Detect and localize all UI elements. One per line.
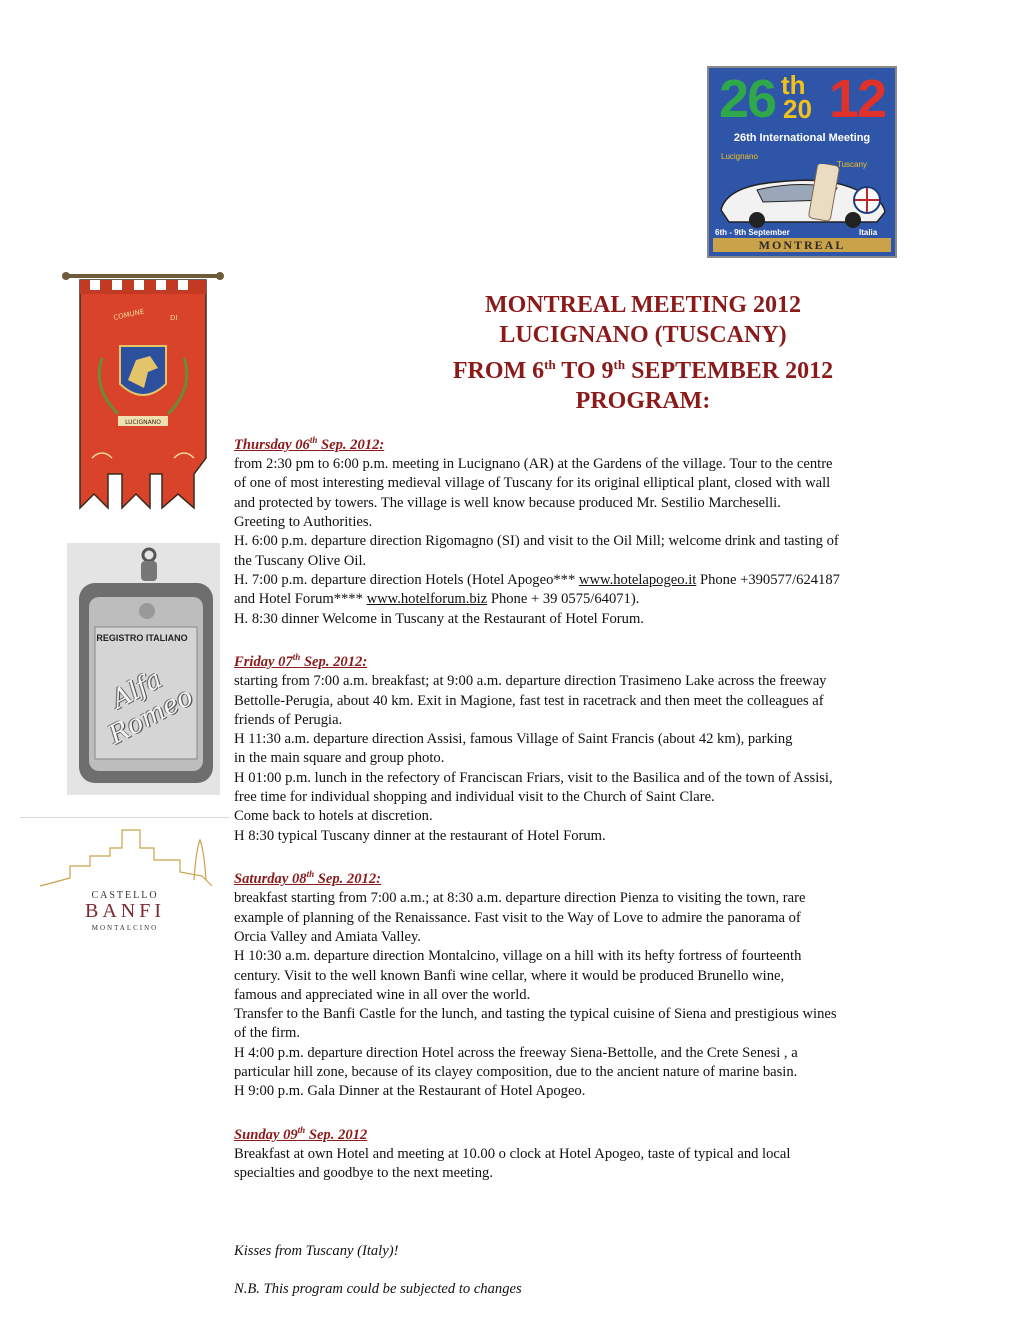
day-heading-friday: Friday 07th Sep. 2012: (234, 652, 368, 670)
program-line: H 11:30 a.m. departure direction Assisi, famous Village of Saint Francis (about 42 km), parking (234, 731, 793, 748)
program-line: of the firm. (234, 1025, 301, 1042)
program-line: in the main square and group photo. (234, 750, 445, 767)
logo-number-26: 26 (719, 69, 776, 129)
title-line-1: MONTREAL MEETING 2012 (484, 292, 802, 318)
hotel-forum-link[interactable]: www.hotelforum.biz (366, 591, 488, 608)
program-line: starting from 7:00 a.m. breakfast; at 9:00 a.m. departure direction Trasimeno Lake across the freeway (234, 673, 827, 690)
program-line: H. 6:00 p.m. departure direction Rigomagno (SI) and visit to the Oil Mill; welcome drink and tasting of (234, 533, 839, 550)
banner-name-text: LUCIGNANO (125, 419, 161, 426)
program-line: friends of Perugia. (234, 711, 343, 728)
program-line: century. Visit to the well known Banfi wine cellar, where it would be produced Brunello wine, (234, 967, 785, 984)
banfi-castello-text: CASTELLO (91, 890, 159, 901)
program-line: H 8:30 typical Tuscany dinner at the restaurant of Hotel Forum. (234, 827, 606, 844)
pendant-script-text: Alfa Romeo (103, 664, 199, 751)
castle-outline-icon (30, 820, 220, 890)
program-line: example of planning of the Renaissance. Fast visit to the Way of Love to admire the panorama of (234, 909, 801, 926)
program-title (330, 290, 956, 416)
program-line: specialties and goodbye to the next meeting. (234, 1165, 493, 1182)
pendant-registro-text: REGISTRO ITALIANO (96, 633, 188, 643)
day-heading-saturday: Saturday 08th Sep. 2012: (234, 869, 381, 888)
day-heading-sunday: Sunday 09th Sep. 2012 (234, 1124, 368, 1143)
program-line: H 01:00 p.m. lunch in the refectory of Franciscan Friars, visit to the Basilica and of the town of Assisi, (234, 769, 833, 786)
program-line: Breakfast at own Hotel and meeting at 10.00 o clock at Hotel Apogeo, taste of typical and local (234, 1146, 791, 1163)
program-line: H 9:00 p.m. Gala Dinner at the Restaurant of Hotel Apogeo. (234, 1083, 586, 1100)
logo-place: Lucignano (721, 152, 758, 161)
hotel-apogeo-link[interactable]: www.hotelapogeo.it (578, 571, 697, 588)
banfi-montalcino-text: MONTALCINO (91, 924, 159, 932)
program-body (234, 431, 954, 1300)
closing-note: N.B. This program could be subjected to changes (234, 1281, 522, 1298)
banner-comune-text: COMUNE (112, 307, 145, 322)
title-line-2: LUCIGNANO (TUSCANY) (499, 322, 787, 348)
program-line: the Tuscany Olive Oil. (234, 552, 367, 569)
title-line-3: FROM 6th TO 9th SEPTEMBER 2012 (452, 357, 834, 384)
car-and-tower-illustration (717, 164, 889, 230)
registro-pendant-image (67, 543, 220, 795)
program-line: famous and appreciated wine in all over the world. (234, 986, 531, 1003)
program-line: H. 8:30 dinner Welcome in Tuscany at the Restaurant of Hotel Forum. (234, 610, 644, 627)
program-line: Come back to hotels at discretion. (234, 808, 433, 825)
program-line: H 4:00 p.m. departure direction Hotel across the freeway Siena-Bettolle, and the Crete Senesi , a (234, 1044, 798, 1061)
logo-dates: 6th - 9th September (715, 228, 790, 237)
banfi-divider (20, 817, 230, 818)
program-line: particular hill zone, because of its clayey composition, due to the ancient nature of marine basin. (234, 1064, 798, 1081)
logo-country: Italia (859, 228, 878, 237)
banfi-name-text: BANFI (84, 900, 165, 922)
program-line: Bettolle-Perugia, about 40 km. Exit in Magione, fast test in racetrack and then meet the colleagues af (234, 692, 824, 709)
day-heading-thursday: Thursday 06th Sep. 2012: (234, 435, 385, 453)
program-line: from 2:30 pm to 6:00 p.m. meeting in Lucignano (AR) at the Gardens of the village. Tour to the centre (234, 456, 833, 473)
logo-th: th (781, 70, 806, 100)
comune-banner-image (62, 268, 224, 518)
program-line: Orcia Valley and Amiata Valley. (234, 929, 421, 945)
program-line: H 10:30 a.m. departure direction Montalcino, village on a hill with its hefty fortress of fourteenth (234, 948, 802, 965)
banner-di-text: DI (170, 314, 178, 322)
castello-banfi-logo (20, 812, 230, 947)
closing-kisses: Kisses from Tuscany (Italy)! (234, 1242, 399, 1259)
meeting-logo (707, 66, 897, 258)
hotel-line-1: H. 7:00 p.m. departure direction Hotels (Hotel Apogeo*** www.hotelapogeo.it Phone +390577/624187 (234, 571, 840, 588)
program-line: breakfast starting from 7:00 a.m.; at 8:30 a.m. departure direction Pienza to visiting the town, rare (234, 890, 806, 907)
program-line: Greeting to Authorities. (234, 514, 373, 531)
logo-montreal-banner: MONTREAL (713, 238, 891, 252)
title-line-4: PROGRAM: (575, 388, 711, 414)
program-line: of one of most interesting medieval village of Tuscany for its original elliptical plant, closed with wall (234, 475, 831, 492)
logo-subtitle: 26th International Meeting (733, 132, 871, 144)
logo-region: Tuscany (837, 160, 867, 169)
logo-year-20: 20 (783, 94, 812, 124)
program-line: and protected by towers. The village is well know because produced Mr. Sestilio Marcheselli. (234, 494, 781, 511)
program-line: free time for individual shopping and individual visit to the Church of Saint Clare. (234, 789, 715, 806)
program-line: Transfer to the Banfi Castle for the lunch, and tasting the typical cuisine of Siena and prestigious wines (234, 1006, 837, 1023)
hotel-line-2: and Hotel Forum**** www.hotelforum.biz Phone + 39 0575/64071). (234, 591, 640, 608)
logo-number-12: 12 (829, 69, 886, 129)
